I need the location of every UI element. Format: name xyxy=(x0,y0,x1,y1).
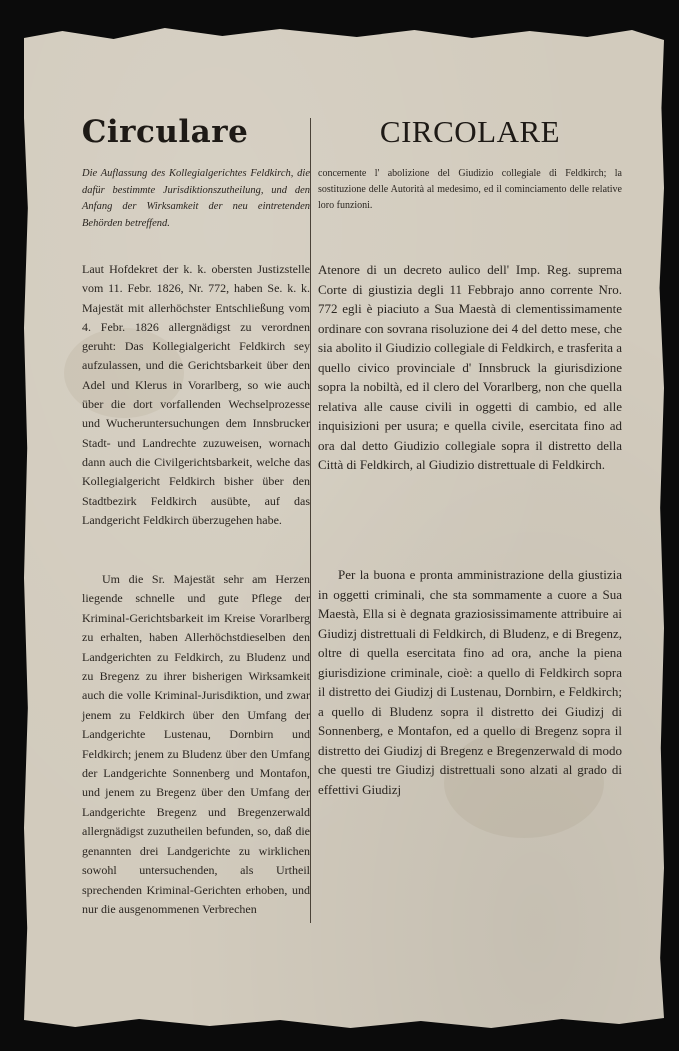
italian-paragraph-1: Atenore di un decreto aulico dell' Imp. Reg. suprema Corte di giustizia degli 11 Febbrajo anno corrente Nro. 772 egli è piaciuto a Sua Maestà di clementissimamente ordinare con sovrana risoluzione dei 4 del detto mese, che sia abolito il Giudizio collegiale di Feldkirch, e trasferita a quello civico provinciale d' Innsbruck la giurisdizione sopra la nobiltà, ed il clero del Vorarlberg, non che quella relativa alle cause civili in oggetti di cambio, ed alle inquisizioni per usura; e quella civile, esercitata fino ad ora dal detto Giudizio collegiale sopra il distretto della Città di Feldkirch, al Giudizio distrettuale di Feldkirch. xyxy=(318,262,622,472)
german-title: Circulare xyxy=(81,114,249,150)
italian-title: CIRCOLARE xyxy=(379,114,561,149)
german-paragraph-1: Laut Hofdekret der k. k. obersten Justizstelle vom 11. Febr. 1826, Nr. 772, haben Se. k. k. Majestät mit allerhöchster Entschließung vom 4. Febr. 1826 allergnädigst zu verordnen geruht: Das Kollegialgericht Feldkirch sey aufzulassen, und die Gerichtsbarkeit über den Adel und Klerus in Vorarlberg, so wie auch über die dort vorfallenden Wechselprozesse und Wucheruntersuchungen dem Innsbrucker Stadt- und Landrechte zuzuweisen, wornach dann auch die Civilgerichtsbarkeit, welche das Kollegialgericht Feldkirch bisher über den Stadtbezirk Feldkirch ausübte, auf das Landgericht Feldkirch überzugehen habe. xyxy=(82,262,310,527)
german-subject: Die Auflassung des Kollegialgerichtes Feldkirch, die dafür bestimmte Jurisdiktionszutheilung, und den Anfang der Wirksamkeit der neu eintretenden Behörden betreffend. xyxy=(82,168,310,229)
german-paragraph-2: Um die Sr. Majestät sehr am Herzen liegende schnelle und gute Pflege der Kriminal-Gerichtsbarkeit im Kreise Vorarlberg zu erhalten, haben Allerhöchstdieselben den Landgerichten zu Feldkirch, zu Bludenz und zu Bregenz zu ihrer bisherigen Wirksamkeit auch die volle Kriminal-Jurisdiktion, und zwar jenem zu Feldkirch über den Umfang der Landgerichte Lustenau, Dornbirn und Feldkirch; jenem zu Bludenz über den Umfang der Landgerichte Sonnenberg und Montafon, und jenem zu Bregenz über den Umfang der Landgerichte Bregenz und Bregenzerwald allergnädigst zuzutheilen befunden, so, daß die genannten drei Landgerichte zu wirklichen sowohl untersuchenden, als Urtheil sprechenden Kriminal-Gerichten erhoben, und nur die ausgenommenen Verbrechen xyxy=(82,572,310,916)
italian-subject: concernente l' abolizione del Giudizio collegiale di Feldkirch; la sostituzione delle Autorità al medesimo, ed il cominciamento delle relative loro funzioni. xyxy=(318,168,622,211)
column-divider xyxy=(310,118,311,923)
italian-paragraph-2: Per la buona e pronta amministrazione della giustizia in oggetti criminali, che sta sommamente a cuore a Sua Maestà, Ella si è degnata graziosissimamente attribuire ai Giudizj distrettuali di Feldkirch, di Bludenz, e di Bregenz, oltre di quella esercitata fino ad ora, anche la piena giurisdizione criminale, cioè: a quello di Feldkirch sopra il distretto dei Giudizj di Lustenau, Dornbirn, e Feldkirch; a quello di Bludenz sopra il distretto dei Giudizj di Sonnenberg, e Montafon, ed a quello di Bregenz sopra il distretto dei Giudizj di Bregenz e Bregenzerwald di modo che questi tre Giudizj distrettuali sono alzati al grado di effettivi Giudizj xyxy=(318,567,622,797)
